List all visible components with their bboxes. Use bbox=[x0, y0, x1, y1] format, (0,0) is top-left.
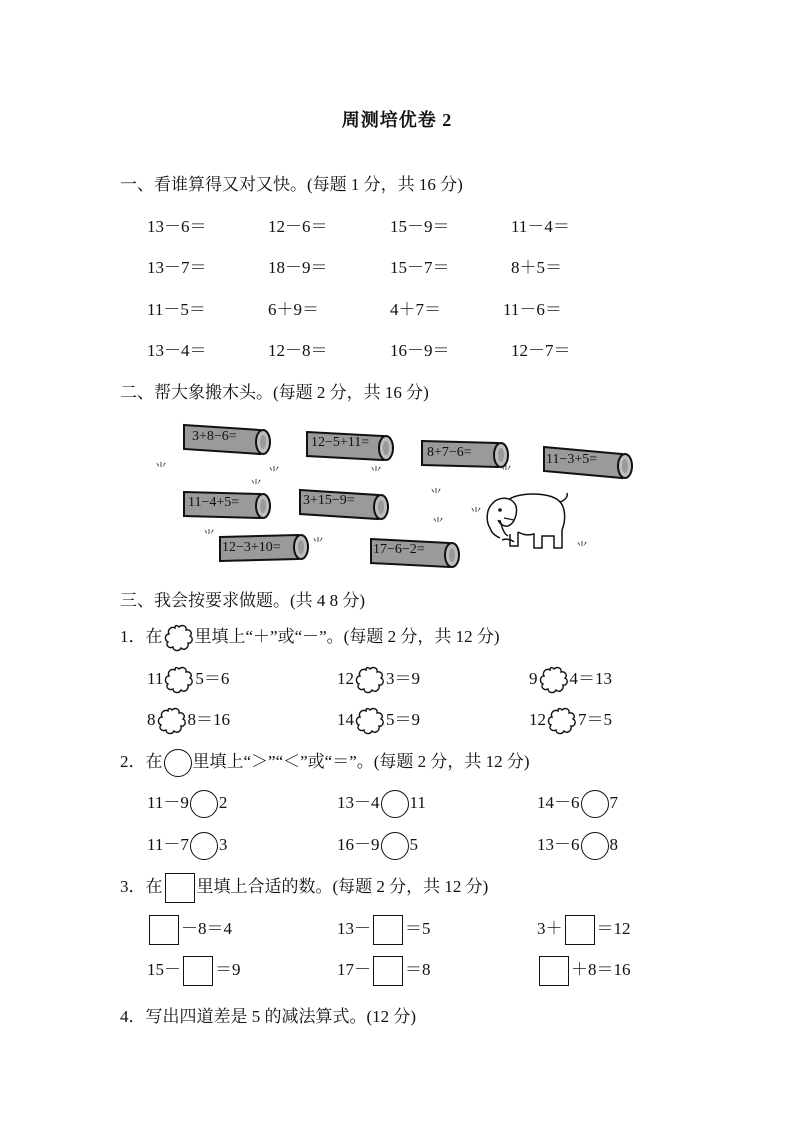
log-label: 11−4+5= bbox=[188, 495, 240, 510]
circle-input[interactable] bbox=[581, 790, 609, 818]
q1-item-right: 5＝9 bbox=[386, 710, 420, 729]
log-label: 3+15−9= bbox=[303, 493, 355, 508]
square-input[interactable] bbox=[373, 956, 403, 986]
log bbox=[296, 486, 392, 524]
flower-input[interactable] bbox=[547, 706, 577, 736]
grass-icon: ⺌ bbox=[155, 461, 168, 475]
flower-input[interactable] bbox=[164, 665, 194, 695]
q2-item-left: 11－7 bbox=[147, 835, 189, 854]
flower-icon bbox=[164, 623, 194, 653]
square-icon bbox=[165, 873, 195, 903]
q3-item-left: 3＋ bbox=[537, 919, 563, 938]
q1-item-right: 7＝5 bbox=[578, 710, 612, 729]
problem: 15－7＝ bbox=[390, 258, 450, 277]
q1-item-right: 8＝16 bbox=[187, 710, 230, 729]
square-input[interactable] bbox=[539, 956, 569, 986]
log bbox=[418, 437, 512, 473]
q1-item bbox=[529, 664, 612, 695]
q2-item-right: 7 bbox=[609, 793, 618, 812]
q3-item-left: 15－ bbox=[147, 960, 181, 979]
q3-item bbox=[337, 954, 431, 986]
q3-item-right: －8＝4 bbox=[181, 919, 232, 938]
log-label: 12−5+11= bbox=[311, 435, 370, 450]
q3-item-right: ＝9 bbox=[215, 960, 241, 979]
q2-item-right: 5 bbox=[409, 835, 418, 854]
grass-icon: ⺌ bbox=[430, 487, 443, 501]
grass-icon: ⺌ bbox=[312, 536, 325, 550]
problem: 6＋9＝ bbox=[268, 300, 319, 319]
problem: 11－6＝ bbox=[503, 300, 562, 319]
problem: 13－7＝ bbox=[147, 258, 207, 277]
q1-item-left: 8 bbox=[147, 710, 156, 729]
q3-suffix: 里填上合适的数。(每题 2 分，共 12 分) bbox=[196, 877, 489, 896]
q2-item bbox=[537, 788, 618, 818]
q3-heading bbox=[120, 871, 488, 903]
page-title: 周测培优卷 2 bbox=[341, 110, 453, 130]
q2-item-left: 11－9 bbox=[147, 793, 189, 812]
grass-icon: ⺌ bbox=[203, 528, 216, 542]
q3-item bbox=[537, 954, 631, 986]
q2-prefix: 2．在 bbox=[120, 752, 163, 771]
q1-suffix: 里填上“＋”或“－”。(每题 2 分，共 12 分) bbox=[194, 627, 500, 646]
q2-item-right: 2 bbox=[218, 793, 228, 812]
circle-input[interactable] bbox=[581, 832, 609, 860]
q1-prefix: 1．在 bbox=[120, 627, 163, 646]
q3-item-left: 13－ bbox=[337, 919, 371, 938]
flower-input[interactable] bbox=[539, 665, 569, 695]
q1-item-left: 14 bbox=[337, 710, 354, 729]
q1-item-left: 12 bbox=[529, 710, 546, 729]
problem: 15－9＝ bbox=[390, 217, 450, 236]
problem: 11－5＝ bbox=[147, 300, 206, 319]
q1-item-right: 5＝6 bbox=[195, 669, 230, 688]
q2-suffix: 里填上“＞”“＜”或“＝”。(每题 2 分，共 12 分) bbox=[192, 752, 530, 771]
section2-heading: 二、帮大象搬木头。(每题 2 分，共 16 分) bbox=[120, 383, 429, 402]
square-input[interactable] bbox=[183, 956, 213, 986]
grass-icon: ⺌ bbox=[500, 464, 513, 478]
grass-icon: ⺌ bbox=[576, 540, 589, 554]
q3-item bbox=[147, 954, 241, 986]
problem: 12－6＝ bbox=[268, 217, 328, 236]
grass-icon: ⺌ bbox=[470, 506, 483, 520]
grass-icon: ⺌ bbox=[432, 516, 445, 530]
q1-item-left: 11 bbox=[147, 669, 164, 688]
q2-heading bbox=[120, 747, 530, 777]
problem: 12－7＝ bbox=[511, 341, 571, 360]
q2-item-left: 13－6 bbox=[537, 835, 580, 854]
section3-heading: 三、我会按要求做题。(共 4 8 分) bbox=[120, 591, 366, 610]
q1-item bbox=[529, 705, 612, 736]
q2-item-right: 8 bbox=[609, 835, 618, 854]
section1-heading: 一、看谁算得又对又快。(每题 1 分，共 16 分) bbox=[120, 175, 463, 194]
q2-item bbox=[147, 830, 227, 860]
problem: 18－9＝ bbox=[268, 258, 328, 277]
q3-item-right: ＝8 bbox=[405, 960, 431, 979]
problem: 16－9＝ bbox=[390, 341, 450, 360]
q1-item bbox=[337, 664, 420, 695]
q4-heading: 4．写出四道差是 5 的减法算式。(12 分) bbox=[120, 1007, 417, 1026]
q2-item-left: 13－4 bbox=[337, 793, 380, 812]
log-label: 12−3+10= bbox=[222, 540, 281, 555]
square-input[interactable] bbox=[565, 915, 595, 945]
log bbox=[180, 488, 274, 524]
q1-heading bbox=[120, 622, 500, 653]
q3-prefix: 3．在 bbox=[120, 877, 163, 896]
q3-item-right: ＝5 bbox=[405, 919, 431, 938]
log bbox=[180, 421, 274, 457]
q1-item-right: 4＝13 bbox=[569, 669, 612, 688]
q3-item bbox=[537, 913, 631, 945]
log bbox=[303, 428, 397, 464]
q1-item-left: 9 bbox=[529, 669, 538, 688]
elephant-icon bbox=[478, 490, 570, 559]
square-input[interactable] bbox=[373, 915, 403, 945]
q2-item bbox=[337, 788, 426, 818]
q1-item bbox=[147, 664, 229, 695]
q2-item-right: 3 bbox=[218, 835, 228, 854]
problem: 8＋5＝ bbox=[511, 258, 562, 277]
square-input[interactable] bbox=[149, 915, 179, 945]
circle-input[interactable] bbox=[190, 790, 218, 818]
q2-item-left: 14－6 bbox=[537, 793, 580, 812]
q3-item bbox=[147, 913, 232, 945]
q3-item-right: ＋8＝16 bbox=[571, 960, 631, 979]
flower-input[interactable] bbox=[157, 706, 187, 736]
q1-item bbox=[147, 705, 230, 736]
problem: 12－8＝ bbox=[268, 341, 328, 360]
log-label: 8+7−6= bbox=[427, 445, 472, 460]
grass-icon: ⺌ bbox=[268, 465, 281, 479]
log bbox=[540, 443, 636, 481]
q3-item-right: ＝12 bbox=[596, 919, 631, 938]
q1-item bbox=[337, 705, 420, 736]
log bbox=[367, 535, 463, 571]
q2-item bbox=[537, 830, 618, 860]
problem: 13－6＝ bbox=[147, 217, 207, 236]
flower-input[interactable] bbox=[355, 706, 385, 736]
log-label: 3+8−6= bbox=[192, 429, 237, 444]
problem: 13－4＝ bbox=[147, 341, 207, 360]
circle-icon bbox=[164, 749, 192, 777]
circle-input[interactable] bbox=[381, 832, 409, 860]
log-label: 11−3+5= bbox=[546, 452, 598, 467]
log-label: 17−6−2= bbox=[373, 542, 425, 557]
grass-icon: ⺌ bbox=[250, 478, 263, 492]
q1-item-left: 12 bbox=[337, 669, 354, 688]
q3-item-left: 17－ bbox=[337, 960, 371, 979]
q2-item-left: 16－9 bbox=[337, 835, 380, 854]
problem: 11－4＝ bbox=[511, 217, 570, 236]
q2-item bbox=[337, 830, 418, 860]
circle-input[interactable] bbox=[190, 832, 218, 860]
q1-item-right: 3＝9 bbox=[386, 669, 420, 688]
q3-item bbox=[337, 913, 431, 945]
circle-input[interactable] bbox=[381, 790, 409, 818]
flower-input[interactable] bbox=[355, 665, 385, 695]
log bbox=[216, 531, 312, 567]
q2-item-right: 11 bbox=[409, 793, 426, 812]
q2-item bbox=[147, 788, 227, 818]
grass-icon: ⺌ bbox=[370, 465, 383, 479]
problem: 4＋7＝ bbox=[390, 300, 441, 319]
